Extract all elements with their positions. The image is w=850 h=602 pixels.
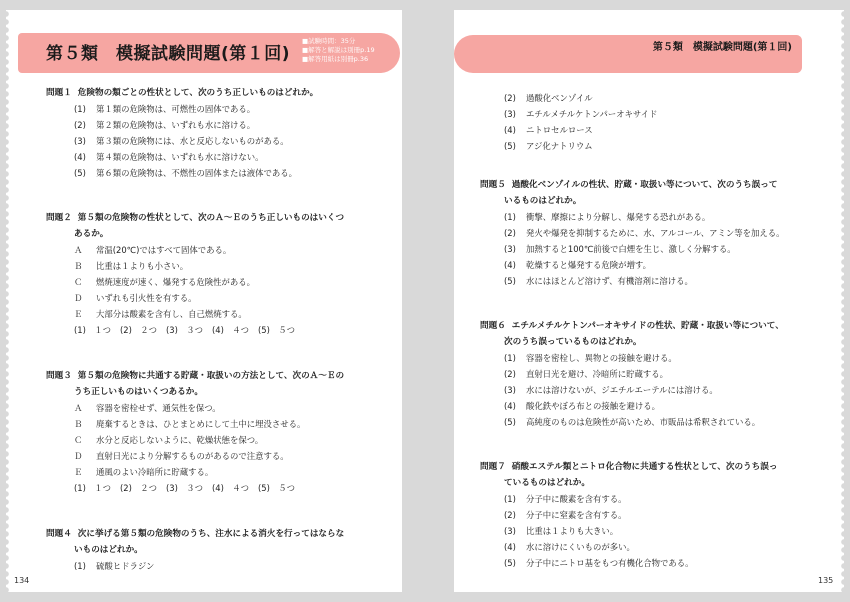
answer-choice: (5) ５つ [258, 483, 295, 493]
option-text: 硫酸ヒドラジン [96, 561, 155, 571]
option-text: 大部分は酸素を含有し、自己燃焼する。 [96, 309, 247, 319]
option [74, 165, 297, 181]
exam-time-note: ■試験時間：35分 [302, 37, 356, 45]
answer-choice: (5) ５つ [258, 325, 295, 335]
option-text: アジ化ナトリウム [526, 141, 593, 151]
header-title: 第５類 模擬試験問題(第１回) [652, 42, 792, 53]
option [74, 432, 305, 448]
option-text: いずれも引火性を有する。 [96, 293, 197, 303]
option [74, 416, 305, 432]
option [504, 90, 657, 106]
option-text: 第１類の危険物は、可燃性の固体である。 [96, 104, 256, 114]
answer-sheet-note: ■解答用紙は別冊p.36 [302, 55, 369, 63]
question-text: 過酸化ベンゾイルの性状、貯蔵・取扱い等について、次のうち誤って [511, 180, 778, 190]
option-text: 第３類の危険物には、水と反応しないものがある。 [96, 136, 289, 146]
question-number: 問題４ [46, 529, 72, 539]
option [74, 290, 255, 306]
option [504, 539, 694, 555]
option-label: (2) [504, 93, 516, 103]
option-label: Ｄ [74, 451, 83, 461]
option-label: Ｅ [74, 309, 83, 319]
right-page [454, 10, 844, 592]
option [74, 133, 297, 149]
option [504, 491, 694, 507]
option-label: Ａ [74, 245, 83, 255]
option [504, 106, 657, 122]
option-text: 分子中に酸素を含有する。 [526, 494, 627, 504]
question-1-title [46, 85, 318, 101]
option-text: 比重は１よりも小さい。 [96, 261, 189, 271]
option [504, 523, 694, 539]
option-text: 容器を密栓せず、通気性を保つ。 [96, 403, 221, 413]
option-text: 加熱すると100℃前後で白煙を生じ、激しく分解する。 [526, 244, 736, 254]
option [74, 448, 305, 464]
option [504, 414, 760, 430]
question-number: 問題１ [46, 88, 72, 98]
left-page [6, 10, 402, 592]
question-1-options [74, 101, 297, 181]
chapter-header [18, 33, 400, 73]
option-label: Ａ [74, 403, 83, 413]
option-label: (2) [504, 369, 516, 379]
option-text: 高純度のものは危険性が高いため、市販品は希釈されている。 [526, 417, 761, 427]
option [504, 257, 784, 273]
option-text: 直射日光を避け、冷暗所に貯蔵する。 [526, 369, 669, 379]
question-6-options [504, 350, 760, 430]
option-text: 第２類の危険物は、いずれも水に溶ける。 [96, 120, 256, 130]
option-text: 水分と反応しないように、乾燥状態を保つ。 [96, 435, 264, 445]
page-number: 135 [818, 576, 834, 585]
option-text: 第４類の危険物は、いずれも水に溶けない。 [96, 152, 264, 162]
option-text: 過酸化ベンゾイル [526, 93, 593, 103]
option-label: (1) [74, 104, 86, 114]
option [504, 350, 760, 366]
option-text: 水にはほとんど溶けず、有機溶剤に溶ける。 [526, 276, 693, 286]
option-label: (1) [504, 212, 516, 222]
option-label: (2) [504, 228, 516, 238]
option [504, 209, 784, 225]
option-label: (5) [504, 417, 516, 427]
option-label: (4) [504, 260, 516, 270]
option-text: 容器を密栓し、異物との接触を避ける。 [526, 353, 677, 363]
option-label: (1) [504, 353, 516, 363]
question-6-title [480, 318, 784, 334]
question-7-text-cont: ているものはどれか。 [504, 478, 590, 488]
question-3-answers [74, 480, 304, 496]
option [74, 242, 255, 258]
option-label: (2) [74, 120, 86, 130]
option-label: (4) [504, 542, 516, 552]
question-7-options [504, 491, 694, 571]
option-label: Ｃ [74, 435, 83, 445]
option-text: 酸化鉄やぼろ布との接触を避ける。 [526, 401, 660, 411]
answer-choice: (3) ３つ [166, 483, 203, 493]
option-label: (3) [504, 244, 516, 254]
question-4-title [46, 526, 344, 542]
option-label: (1) [74, 561, 86, 571]
option-text: 乾燥すると爆発する危険が増す。 [526, 260, 651, 270]
option-label: (3) [74, 136, 86, 146]
question-3-text-cont: うち正しいものはいくつあるか。 [74, 387, 203, 397]
header-title: 第５類 模擬試験問題(第１回) [46, 44, 291, 64]
option [74, 258, 255, 274]
header-info [302, 37, 375, 64]
option-text: ニトロセルロース [526, 125, 593, 135]
option-label: Ｄ [74, 293, 83, 303]
option [74, 558, 154, 574]
option-text: 分子中に窒素を含有する。 [526, 510, 627, 520]
question-2-answers [74, 322, 304, 338]
question-text: 第５類の危険物の性状として、次のＡ～Ｅのうち正しいものはいくつ [77, 213, 345, 223]
option-text: 直射日光により分解するものがあるので注意する。 [96, 451, 289, 461]
option-text: 廃棄するときは、ひとまとめにして土中に埋没させる。 [96, 419, 306, 429]
question-2-options [74, 242, 255, 322]
option [504, 241, 784, 257]
answer-choice: (1) １つ [74, 325, 111, 335]
answer-choice: (1) １つ [74, 483, 111, 493]
option [74, 101, 297, 117]
option-text: 燃焼速度が速く、爆発する危険性がある。 [96, 277, 255, 287]
chapter-header [454, 35, 802, 73]
option-text: 水に溶けにくいものが多い。 [526, 542, 635, 552]
perforated-edge [840, 10, 844, 592]
answer-choice: (4) ４つ [212, 483, 249, 493]
option [504, 273, 784, 289]
question-7-title [480, 459, 777, 475]
option [504, 507, 694, 523]
option [74, 464, 305, 480]
option [504, 138, 657, 154]
option-text: 第６類の危険物は、不燃性の固体または液体である。 [96, 168, 297, 178]
option-text: 分子中にニトロ基をもつ有機化合物である。 [526, 558, 694, 568]
question-3-options [74, 400, 305, 480]
question-4-options [74, 558, 154, 574]
question-text: 危険物の類ごとの性状として、次のうち正しいものはどれか。 [77, 88, 319, 98]
question-text: 硝酸エステル類とニトロ化合物に共通する性状として、次のうち誤っ [511, 462, 778, 472]
question-text: エチルメチルケトンパーオキサイドの性状、貯蔵・取扱い等について、 [511, 321, 784, 331]
question-6-text-cont: 次のうち誤っているものはどれか。 [504, 337, 642, 347]
question-number: 問題３ [46, 371, 72, 381]
option [74, 149, 297, 165]
option [504, 225, 784, 241]
option-label: (1) [504, 494, 516, 504]
option-label: (5) [504, 141, 516, 151]
question-number: 問題７ [480, 462, 506, 472]
option-label: Ｂ [74, 261, 83, 271]
option-text: 衝撃、摩擦により分解し、爆発する恐れがある。 [526, 212, 711, 222]
question-number: 問題６ [480, 321, 506, 331]
option [74, 306, 255, 322]
option-label: (4) [504, 401, 516, 411]
answer-choice: (3) ３つ [166, 325, 203, 335]
option [504, 382, 760, 398]
question-4-text-cont: いものはどれか。 [74, 545, 143, 555]
option [504, 122, 657, 138]
option-label: (4) [504, 125, 516, 135]
option [74, 117, 297, 133]
question-number: 問題２ [46, 213, 72, 223]
question-text: 次に挙げる第５類の危険物のうち、注水による消火を行ってはならな [77, 529, 345, 539]
option-label: (3) [504, 526, 516, 536]
page-number: 134 [14, 576, 30, 585]
question-2-title [46, 210, 344, 226]
answer-choice: (2) ２つ [120, 325, 157, 335]
option-label: Ｃ [74, 277, 83, 287]
option-text: 水には溶けないが、ジエチルエーテルには溶ける。 [526, 385, 718, 395]
option [74, 274, 255, 290]
option [74, 400, 305, 416]
option-label: (3) [504, 109, 516, 119]
option-label: Ｂ [74, 419, 83, 429]
question-number: 問題５ [480, 180, 506, 190]
question-5-text-cont: いるものはどれか。 [504, 196, 582, 206]
option-label: (4) [74, 152, 86, 162]
answer-choice: (2) ２つ [120, 483, 157, 493]
question-text: 第５類の危険物に共通する貯蔵・取扱いの方法として、次のＡ～Ｅの [77, 371, 345, 381]
question-5-options [504, 209, 784, 289]
question-3-title [46, 368, 344, 384]
option [504, 398, 760, 414]
option-text: エチルメチルケトンパーオキサイド [526, 109, 658, 119]
option [504, 555, 694, 571]
option-label: (5) [74, 168, 86, 178]
answer-note: ■解答と解説は別冊p.19 [302, 46, 375, 54]
option-label: (5) [504, 276, 516, 286]
question-4-options-cont [504, 90, 657, 154]
option-text: 通風のよい冷暗所に貯蔵する。 [96, 467, 214, 477]
option-text: 比重は１よりも大きい。 [526, 526, 619, 536]
option [504, 366, 760, 382]
option-text: 発火や爆発を抑制するために、水、アルコール、アミン等を加える。 [526, 228, 785, 238]
perforated-edge [6, 10, 10, 592]
option-label: (5) [504, 558, 516, 568]
answer-choice: (4) ４つ [212, 325, 249, 335]
option-label: (3) [504, 385, 516, 395]
question-2-text-cont: あるか。 [74, 229, 109, 239]
question-5-title [480, 177, 777, 193]
option-text: 常温(20℃)ではすべて固体である。 [96, 245, 232, 255]
option-label: Ｅ [74, 467, 83, 477]
option-label: (2) [504, 510, 516, 520]
